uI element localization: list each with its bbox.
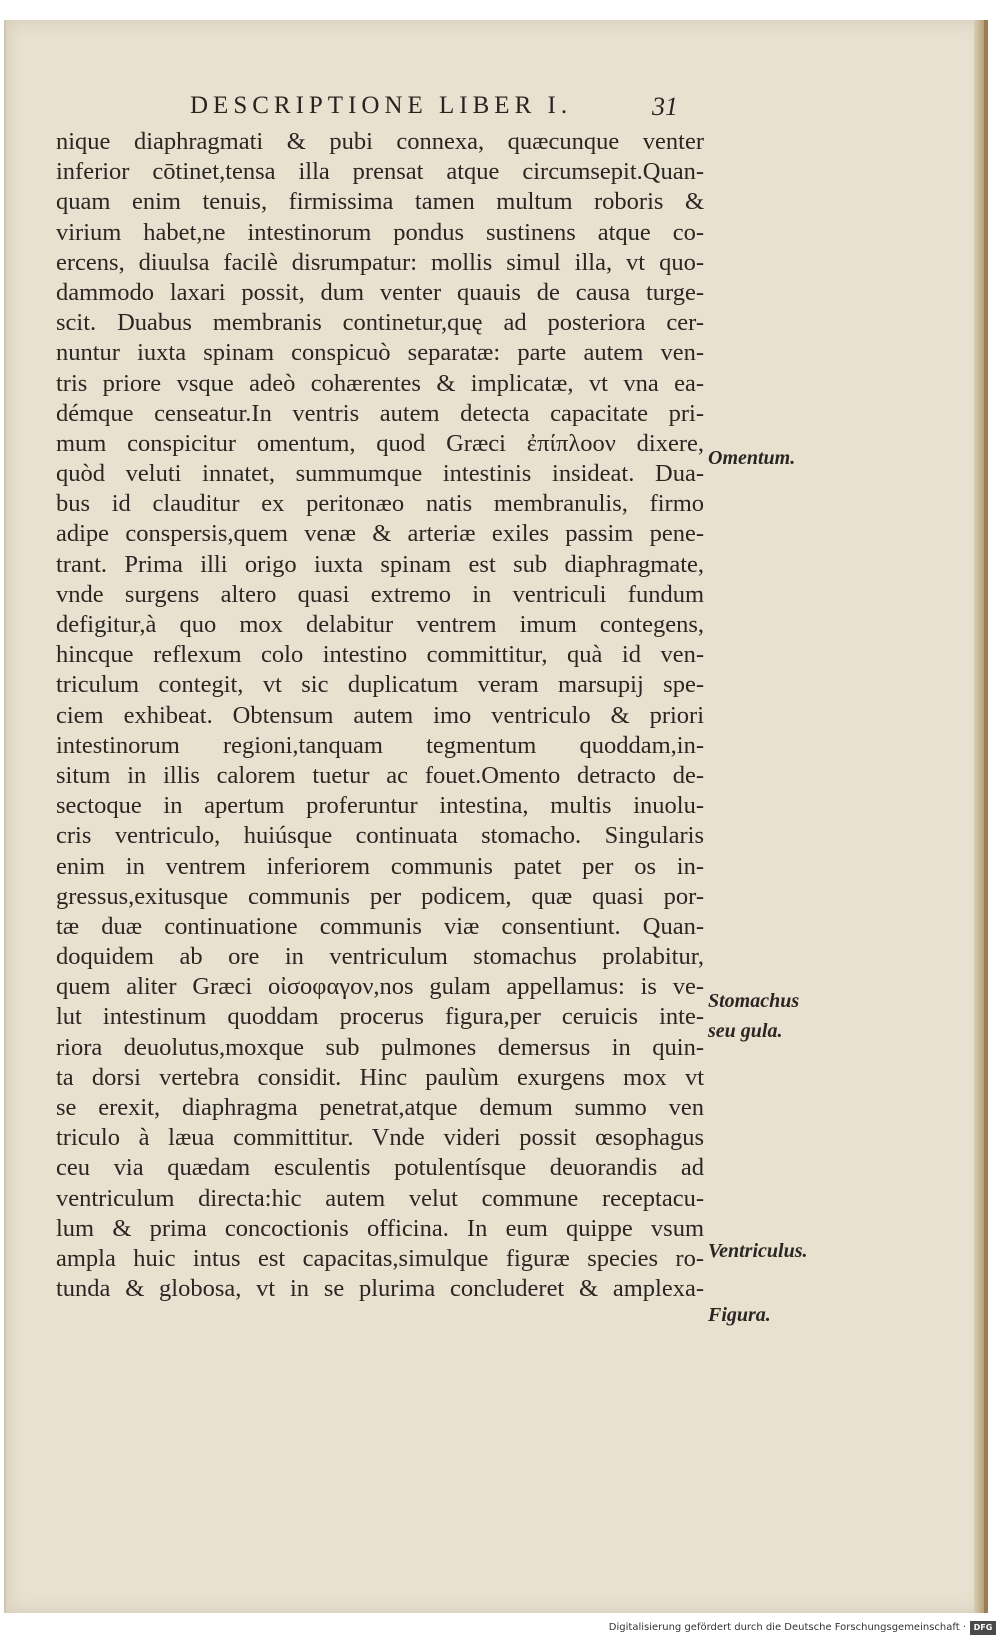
text-line: se erexit, diaphragma penetrat,atque demum summo ven (56, 1094, 704, 1121)
text-line: lut intestinum quoddam procerus figura,per ceruicis inte- (56, 1003, 704, 1031)
text-line: inferior cōtinet,tensa illa prensat atque circumsepit.Quan- (56, 158, 704, 186)
text-line: intestinorum regioni,tanquam tegmentum quoddam,in- (56, 731, 704, 759)
running-title: DESCRIPTIONE LIBER I. (190, 92, 573, 119)
text-line: gressus,exitusque communis per podicem, quæ quasi por- (56, 882, 704, 910)
text-line: sectoque in apertum proferuntur intestina, multis inuolu- (56, 792, 704, 820)
text-line: bus id clauditur ex peritonæo natis membranulis, firmo (56, 490, 704, 518)
text-line: tæ duæ continuatione communis viæ consentiunt. Quan- (56, 912, 704, 940)
text-line: ampla huic intus est capacitas,simulque figuræ species ro- (56, 1244, 704, 1272)
text-line: dammodo laxari possit, dum venter quauis de causa turge- (56, 278, 704, 306)
text-line: nique diaphragmati & pubi connexa, quæcunque venter (56, 128, 704, 155)
text-line: scit. Duabus membranis continetur,quę ad posteriora cer- (56, 309, 704, 337)
marginal-note-stomachus: Stomachus (708, 990, 800, 1012)
text-line: defigitur,à quo mox delabitur ventrem imum contegens, (56, 611, 704, 638)
page-number: 31 (652, 92, 678, 121)
text-line: virium habet,ne intestinorum pondus sustinens atque co- (56, 218, 704, 246)
marginal-note-ventriculus: Ventriculus. (708, 1240, 808, 1262)
text-line: riora deuolutus,moxque sub pulmones demersus in quin- (56, 1033, 704, 1061)
text-line: hincque reflexum colo intestino committitur, quà id ven- (56, 641, 704, 669)
text-line: nuntur iuxta spinam conspicuò separatæ: parte autem ven- (56, 339, 704, 367)
text-line: ta dorsi vertebra considit. Hinc paulùm exurgens mox vt (56, 1063, 704, 1091)
funding-credit: Digitalisierung gefördert durch die Deutsche Forschungsgemeinschaft · (608, 1622, 966, 1633)
text-line: cris ventriculo, huiúsque continuata stomacho. Singularis (56, 822, 704, 850)
marginal-note-omentum: Omentum. (708, 447, 796, 469)
text-line: enim in ventrem inferiorem communis patet per os in- (56, 852, 704, 880)
text-line: lum & prima concoctionis officina. In eum quippe vsum (56, 1214, 704, 1242)
marginal-note-gula: seu gula. (708, 1020, 783, 1042)
text-line: mum conspicitur omentum, quod Græci ἐπίπλοον dixere, (56, 429, 704, 457)
text-line: quòd veluti innatet, summumque intestinis insideat. Dua- (56, 460, 704, 488)
text-line: démque censeatur.In ventris autem detecta capacitate pri- (56, 399, 704, 427)
page-edge (974, 20, 984, 1613)
text-line: quam enim tenuis, firmissima tamen multum roboris & (56, 188, 704, 216)
text-line: quem aliter Græci οἰσοφαγον,nos gulam appellamus: is ve- (56, 973, 704, 1001)
text-line: trant. Prima illi origo iuxta spinam est sub diaphragmate, (56, 550, 704, 578)
text-line: tris priore vsque adeò cohærentes & implicatæ, vt vna ea- (56, 369, 704, 397)
text-line: ciem exhibeat. Obtensum autem imo ventriculo & priori (56, 701, 704, 729)
text-line: doquidem ab ore in ventriculum stomachus prolabitur, (56, 943, 704, 971)
body-text (56, 127, 704, 1304)
text-line: triculo à læua committitur. Vnde videri possit œsophagus (56, 1124, 704, 1152)
text-line: adipe conspersis,quem venæ & arteriæ exiles passim pene- (56, 520, 704, 548)
dfg-logo: DFG (970, 1621, 996, 1635)
text-line: ventriculum directa:hic autem velut commune receptacu- (56, 1184, 704, 1212)
text-line: vnde surgens altero quasi extremo in ventriculi fundum (56, 580, 704, 608)
text-line: situm in illis calorem tuetur ac fouet.Omento detracto de- (56, 761, 704, 789)
digitization-footer (0, 1618, 1000, 1643)
text-line: tunda & globosa, vt in se plurima concluderet & amplexa- (56, 1275, 704, 1303)
text-line: ceu via quædam esculentis potulentísque deuorandis ad (56, 1154, 704, 1182)
marginal-note-figura: Figura. (708, 1304, 771, 1326)
text-line: triculum contegit, vt sic duplicatum veram marsupij spe- (56, 671, 704, 699)
text-line: ercens, diuulsa facilè disrumpatur: mollis simul illa, vt quo- (56, 248, 704, 276)
